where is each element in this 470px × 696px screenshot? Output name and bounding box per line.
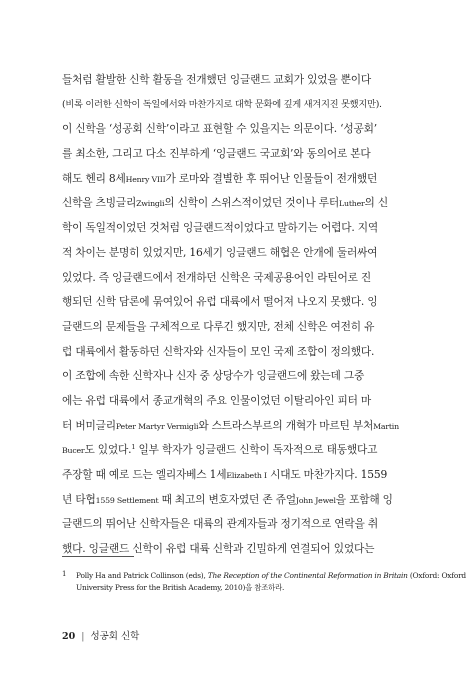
cited-book-title: The Reception of the Continental Reformation in Britain — [207, 571, 408, 580]
text-line: 주장할 때 예로 드는 엘리자베스 1세Elizabeth I 시대도 마찬가지다. 1559 — [62, 468, 388, 481]
text-line: (비록 이러한 신학이 독일에서와 마찬가지로 대학 문화에 깊게 새겨지진 못했지만). — [62, 98, 382, 110]
text-line: 신학을 츠빙글리Zwingli의 신학이 스위스적이었던 것이나 루터Luther의 신 — [62, 196, 388, 210]
english-gloss: Martin — [373, 421, 399, 431]
footnote-line: 1 Polly Ha and Patrick Collinson (eds), The Reception of the Continental Reformation in Britain (Oxford: Oxford — [62, 570, 466, 580]
page-footer — [62, 628, 139, 642]
english-gloss: Zwingli — [136, 199, 165, 209]
text-line: 터 버미글리Peter Martyr Vermigli와 스트라스부르의 개혁가 마르틴 부처Martin — [62, 418, 399, 432]
english-gloss: Luther — [339, 199, 365, 209]
english-gloss: Henry VIII — [125, 174, 166, 184]
english-gloss: Peter Martyr Vermigli — [115, 421, 199, 431]
text-line: Bucer도 있었다.$^1$ 일부 학자가 잉글랜드 신학이 독자적으로 태동했다고 — [62, 443, 378, 457]
text-line: 이 조합에 속한 신학자나 신자 중 상당수가 잉글랜드에 왔는데 그중 — [62, 369, 365, 383]
text-line: 했다. 잉글랜드 신학이 유럽 대륙 신학과 긴밀하게 연결되어 있었다는 — [62, 542, 375, 556]
footnote-marker: 1 — [62, 570, 67, 578]
text-line: 있었다. 즉 잉글랜드에서 전개하던 신학은 국제공용어인 라틴어로 진 — [62, 270, 372, 284]
running-title: 성공회 신학 — [90, 631, 140, 642]
text-line: 들처럼 활발한 신학 활동을 전개했던 잉글랜드 교회가 있었을 뿐이다 — [62, 73, 372, 86]
footnote — [62, 568, 466, 594]
text-line: 행되던 신학 담론에 묶여있어 유럽 대륙에서 떨어져 나오지 못했다. 잉 — [62, 295, 378, 309]
text-line: 럽 대륙에서 활동하던 신학자와 신자들이 모인 국제 조합이 정의했다. — [62, 344, 375, 358]
text-line: 년 타협1559 Settlement 때 최고의 변호자였던 존 쥬얼John Jewel을 포함해 잉 — [62, 492, 393, 506]
text-line: 이 신학을 ‘성공회 신학’이라고 표현할 수 있을지는 의문이다. ‘성공회’ — [62, 122, 377, 136]
text-line: 글랜드의 뛰어난 신학자들은 대륙의 관계자들과 정기적으로 연락을 취 — [62, 517, 378, 531]
english-gloss: John Jewel — [295, 495, 336, 505]
english-gloss: Elizabeth I — [226, 471, 267, 480]
text-line: 글랜드의 문제들을 구체적으로 다루긴 했지만, 전체 신학은 여전히 유 — [62, 319, 375, 333]
body-text — [62, 68, 408, 562]
text-line: 적 차이는 분명히 있었지만, 16세기 잉글랜드 해협은 안개에 둘러싸여 — [62, 245, 378, 259]
text-line: 에는 유럽 대륙에서 종교개혁의 주요 인물이었던 이탈리아인 피터 마 — [62, 393, 372, 407]
english-gloss: Bucer — [62, 446, 85, 456]
page-number: 20 — [62, 631, 76, 642]
text-line: 해도 헨리 8세Henry VIII가 로마와 결별한 후 뛰어난 인물들이 전개했던 — [62, 171, 378, 185]
text-line: 학이 독일적이었던 것처럼 잉글랜드적이었다고 말하기는 어렵다. 지역 — [62, 221, 378, 235]
footnote-reference[interactable]: 1 — [131, 443, 136, 452]
footnote-line: University Press for the British Academy, 2010)을 참조하라. — [76, 583, 285, 592]
text-line: 를 최소한, 그리고 다소 진부하게 ‘잉글랜드 국교회’와 동의어로 본다 — [62, 147, 371, 161]
english-gloss: 1559 Settlement — [95, 495, 159, 505]
footer-separator: | — [81, 631, 85, 642]
footnote-divider — [62, 556, 134, 557]
